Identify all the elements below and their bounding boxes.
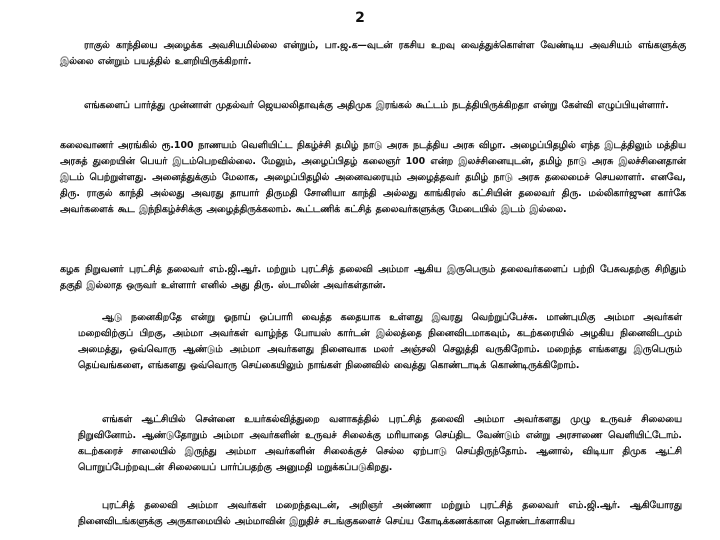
paragraph-5: ஆடு நனைகிறதே என்று ஓநாய் ஒப்பாரி வைத்த கதையாக உள்ளது இவரது வெற்றுப்பேச்சு. மாண்புமிகு அம்மா அவர்கள் மறைவிற்குப் பிறகு, அம்மா அவர்கள் வாழ்ந்த போயஸ் கார்டன் இல்லத்தை நினைவிடமாகவும், கடற்கரையில் அழகிய நினைவிடமும் அமைத்து, ஒவ்வொரு ஆண்டும் அம்மா அவர்களது நினைவாக மலர் அஞ்சலி செலுத்தி வருகிறோம். மறைந்த எங்களது இருபெரும் தெய்வங்களை, எங்களது ஒவ்வொரு செய்கையிலும் நாங்கள் நினைவில் வைத்து கொண்டாடிக் கொண்டிருக்கிறோம்.: [78, 312, 682, 372]
paragraph-6: எங்கள் ஆட்சியில் சென்னை உயர்கல்வித்துறை வளாகத்தில் புரட்சித் தலைவி அம்மா அவர்களது முழு உருவச் சிலையை நிறுவினோம். ஆண்டுதோறும் அம்மா அவர்களின் உருவச் சிலைக்கு மரியாதை செய்திட வேண்டும் என்று அரசாணை வெளியிட்டோம். கடற்கரைச் சாலையில் இருந்து அம்மா அவர்களின் சிலைக்குச் செல்ல ஏற்பாடு செய்திருந்தோம். ஆனால், விடியா திமுக ஆட்சி பொறுப்பேற்றவுடன் சிலையைப் பார்ப்பதற்கு அனுமதி மறுக்கப்படுகிறது.: [78, 414, 682, 474]
paragraph-7: புரட்சித் தலைவி அம்மா அவர்கள் மறைந்தவுடன், அறிஞர் அண்ணா மற்றும் புரட்சித் தலைவர் எம்.ஜி.ஆர். ஆகியோரது நினைவிடங்களுக்கு அருகாமையில் அம்மாவின் இறுதிச் சடங்குகளைச் செய்ய கோடிக்கணக்கான தொண்டர்களாகிய: [78, 500, 682, 528]
paragraph-1: ராகுல் காந்தியை அழைக்க அவசியமில்லை என்றும், பா.ஜ.க—வுடன் ரகசிய உறவு வைத்துக்கொள்ள வேண்டிய அவசியம் எங்களுக்கு இல்லை என்றும் பயத்தில் உளறியிருக்கிறார்.: [60, 40, 686, 68]
page-number: 2: [355, 10, 365, 26]
paragraph-4: கழக நிறுவனர் புரட்சித் தலைவர் எம்.ஜி.ஆர். மற்றும் புரட்சித் தலைவி அம்மா ஆகிய இருபெரும் தலைவர்களைப் பற்றி பேசுவதற்கு சிறிதும் தகுதி இல்லாத ஒருவர் உள்ளார் எனில் அது திரு. ஸ்டாலின் அவர்கள்தான்.: [60, 264, 686, 292]
paragraph-2: எங்களைப் பார்த்து முன்னாள் முதல்வர் ஜெயலலிதாவுக்கு அதிமுக இரங்கல் கூட்டம் நடத்தியிருக்கிறதா என்று கேள்வி எழுப்பியுள்ளார்.: [84, 100, 669, 111]
paragraph-3: கலைவாணர் அரங்கில் ரூ.100 நாணயம் வெளியிட்ட நிகழ்ச்சி தமிழ் நாடு அரசு நடத்திய அரசு விழா. அழைப்பிதழில் எந்த இடத்திலும் மத்திய அரசுத் துறையின் பெயர் இடம்பெறவில்லை. மேலும், அழைப்பிதழ் கலைஞர் 100 என்ற இலச்சினையுடன், தமிழ் நாடு அரசு இலச்சினைதான் இடம் பெற்றுள்ளது. அனைத்துக்கும் மேலாக, அழைப்பிதழில் அனைவரையும் அழைத்தவர் தமிழ் நாடு அரசு தலைமைச் செயலாளர். எனவே, திரு. ராகுல் காந்தி அல்லது அவரது தாயார் திருமதி சோனியா காந்தி அல்லது காங்கிரஸ் கட்சியின் தலைவர் திரு. மல்லிகார்ஜுன கார்கே அவர்களைக் கூட இந்நிகழ்ச்சிக்கு அழைத்திருக்கலாம். கூட்டணிக் கட்சித் தலைவர்களுக்கு மேடையில் இடம் இல்லை.: [60, 140, 686, 216]
